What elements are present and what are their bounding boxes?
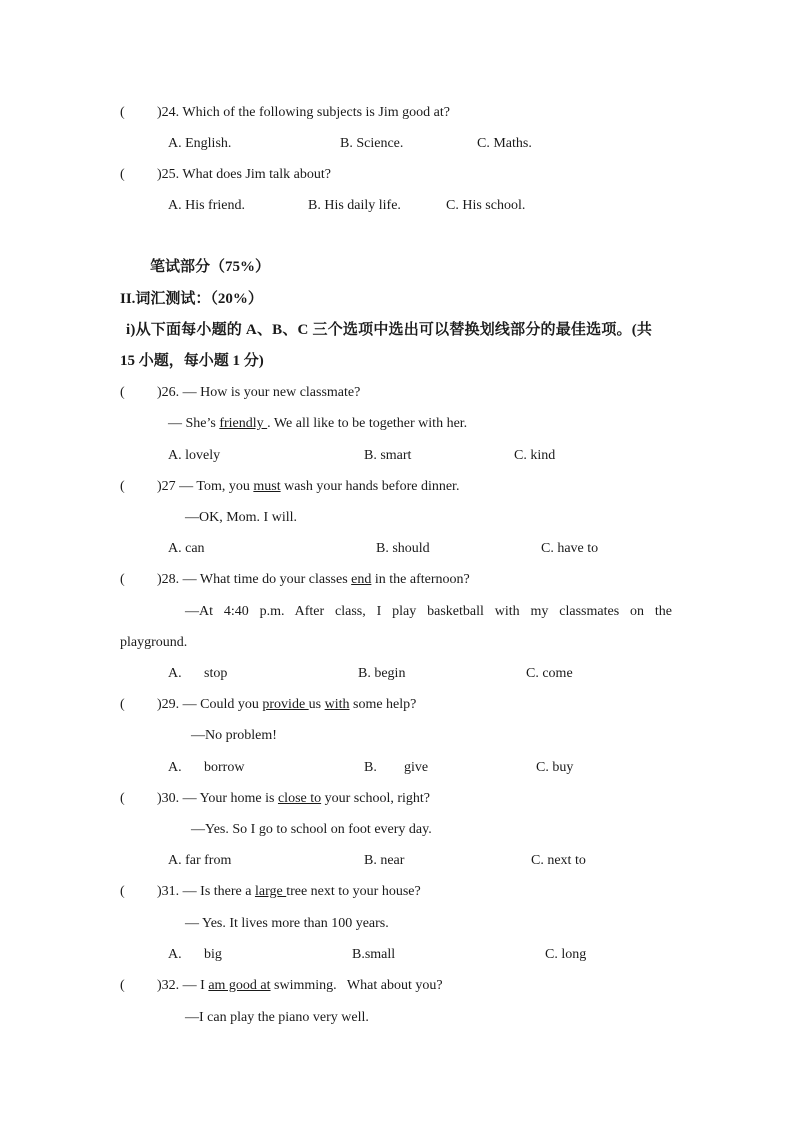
q29-option-c: C. buy	[536, 760, 574, 775]
q27-post: wash your hands before dinner.	[280, 479, 460, 494]
question-24-stem: )24. Which of the following subjects is Jim good at?	[157, 105, 450, 120]
q29-option-b-text: give	[404, 760, 429, 775]
q29-underlined-1: provide	[262, 697, 309, 712]
q30-option-c: C. next to	[531, 853, 586, 868]
q28-option-c: C. come	[526, 666, 573, 681]
q26-l2-post: . We all like to be together with her.	[267, 416, 468, 431]
question-29-stem	[157, 696, 416, 714]
instruction-line-2: 15 小题，每小题 1 分)	[120, 353, 264, 369]
q31-option-c: C. long	[545, 947, 587, 962]
question-31-stem	[157, 883, 421, 901]
q27-underlined: must	[253, 479, 281, 494]
q31-underlined: large	[254, 884, 287, 899]
q28-line-3: playground.	[120, 635, 188, 650]
q28-pre: )28. — What time do your classes	[157, 572, 352, 587]
answer-paren-32: (	[120, 978, 125, 993]
q24-option-b: B. Science.	[340, 136, 404, 151]
q29-option-a-text: borrow	[204, 760, 245, 775]
q32-underlined: am good at	[208, 978, 271, 993]
q28-option-a-letter: A.	[168, 666, 182, 681]
q28-post: in the afternoon?	[371, 572, 470, 587]
q28-line-2: —At 4:40 p.m. After class, I play basketball with my classmates on the	[185, 604, 672, 619]
question-28-stem	[157, 571, 470, 589]
answer-paren-28: (	[120, 572, 125, 587]
answer-paren-29: (	[120, 697, 125, 712]
q31-option-a-letter: A.	[168, 947, 182, 962]
q29-option-b-letter: B.	[364, 760, 377, 775]
q24-option-c: C. Maths.	[477, 136, 532, 151]
q31-line-2: — Yes. It lives more than 100 years.	[185, 916, 389, 931]
q26-underlined: friendly	[219, 416, 268, 431]
q29-mid: us	[308, 697, 325, 712]
question-25-stem: )25. What does Jim talk about?	[157, 167, 331, 182]
q26-line-2	[168, 415, 467, 433]
section-written-heading: 笔试部分（75%）	[150, 259, 271, 275]
q30-line-2: —Yes. So I go to school on foot every day.	[191, 822, 432, 837]
q27-option-c: C. have to	[541, 541, 599, 556]
q27-option-b: B. should	[376, 541, 430, 556]
q24-option-a: A. English.	[168, 136, 232, 151]
q29-underlined-2: with	[324, 697, 350, 712]
q28-option-a-text: stop	[204, 666, 228, 681]
q30-post: your school, right?	[321, 791, 430, 806]
q25-option-c: C. His school.	[446, 198, 526, 213]
q28-option-b: B. begin	[358, 666, 406, 681]
q27-option-a: A. can	[168, 541, 205, 556]
q31-option-b: B.small	[352, 947, 396, 962]
q25-option-a: A. His friend.	[168, 198, 245, 213]
q29-pre: )29. — Could you	[157, 697, 263, 712]
answer-paren-27: (	[120, 479, 125, 494]
question-30-stem	[157, 790, 430, 808]
answer-paren-30: (	[120, 791, 125, 806]
q32-pre: )32. — I	[157, 978, 209, 993]
q29-post: some help?	[349, 697, 417, 712]
q27-pre: )27 — Tom, you	[157, 479, 254, 494]
q31-pre: )31. — Is there a	[157, 884, 255, 899]
question-26-stem: )26. — How is your new classmate?	[157, 385, 361, 400]
answer-paren-24: (	[120, 105, 125, 120]
q30-underlined: close to	[277, 791, 322, 806]
q31-post: tree next to your house?	[286, 884, 421, 899]
instruction-line-1: i)从下面每小题的 A、B、C 三个选项中选出可以替换划线部分的最佳选项。(共	[126, 322, 653, 338]
q32-post: swimming. What about you?	[270, 978, 443, 993]
q32-line-2: —I can play the piano very well.	[185, 1010, 369, 1025]
q31-option-a-text: big	[204, 947, 222, 962]
q27-line-2: —OK, Mom. I will.	[185, 510, 297, 525]
section-vocab-heading: II.词汇测试：（20%）	[120, 291, 263, 307]
question-27-stem	[157, 478, 459, 496]
answer-paren-31: (	[120, 884, 125, 899]
q25-option-b: B. His daily life.	[308, 198, 401, 213]
q29-option-a-letter: A.	[168, 760, 182, 775]
q26-option-b: B. smart	[364, 448, 412, 463]
answer-paren-26: (	[120, 385, 125, 400]
q26-option-a: A. lovely	[168, 448, 221, 463]
q30-option-a: A. far from	[168, 853, 232, 868]
q26-option-c: C. kind	[514, 448, 556, 463]
q28-underlined: end	[351, 572, 372, 587]
q26-l2-pre: — She’s	[168, 416, 220, 431]
q30-option-b: B. near	[364, 853, 405, 868]
q30-pre: )30. — Your home is	[157, 791, 278, 806]
q29-line-2: —No problem!	[191, 728, 277, 743]
question-32-stem	[157, 977, 443, 995]
answer-paren-25: (	[120, 167, 125, 182]
